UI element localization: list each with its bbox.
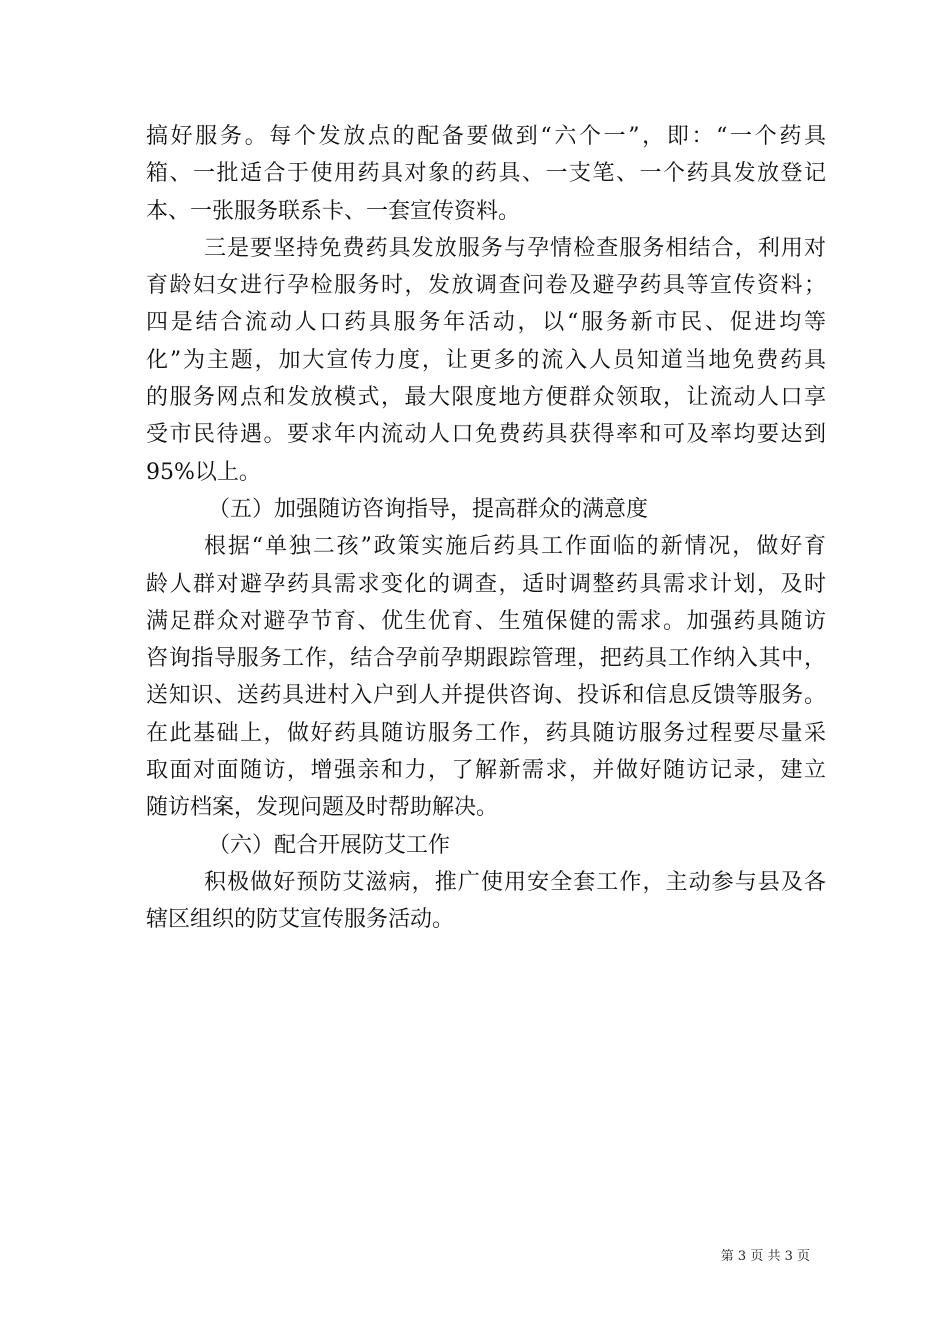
paragraph-line: 送知识、送药具进村入户到人并提供咨询、投诉和信息反馈等服务。 xyxy=(146,683,826,709)
paragraph-line: 积极做好预防艾滋病，推广使用安全套工作，主动参与县及各 xyxy=(204,869,826,895)
paragraph-line: 本、一张服务联系卡、一套宣传资料。 xyxy=(146,198,521,224)
paragraph-line: 四是结合流动人口药具服务年活动，以“服务新市民、促进均等 xyxy=(146,310,826,336)
paragraph-line: 的服务网点和发放模式，最大限度地方便群众领取，让流动人口享 xyxy=(146,385,826,411)
document-body xyxy=(146,118,826,939)
paragraph-line: 满足群众对避孕节育、优生优育、生殖保健的需求。加强药具随访 xyxy=(146,608,826,634)
paragraph-line: 随访档案，发现问题及时帮助解决。 xyxy=(146,795,499,821)
paragraph-line: 取面对面随访，增强亲和力，了解新需求，并做好随访记录，建立 xyxy=(146,758,826,784)
paragraph-line: 箱、一批适合于使用药具对象的药具、一支笔、一个药具发放登记 xyxy=(146,161,826,187)
paragraph-line: 95%以上。 xyxy=(146,459,261,485)
paragraph-line: 化”为主题，加大宣传力度，让更多的流入人员知道当地免费药具 xyxy=(146,347,826,373)
paragraph-line: 受市民待遇。要求年内流动人口免费药具获得率和可及率均要达到 xyxy=(146,422,826,448)
section-heading: （五）加强随访咨询指导，提高群众的满意度 xyxy=(208,496,649,522)
section-heading: （六）配合开展防艾工作 xyxy=(208,832,451,858)
paragraph-line: 龄人群对避孕药具需求变化的调查，适时调整药具需求计划，及时 xyxy=(146,571,826,597)
page-number: 第 3 页 共 3 页 xyxy=(720,1249,810,1264)
paragraph-line: 育龄妇女进行孕检服务时，发放调查问卷及避孕药具等宣传资料； xyxy=(146,273,826,299)
paragraph-line: 在此基础上，做好药具随访服务工作，药具随访服务过程要尽量采 xyxy=(146,720,826,746)
paragraph-line: 咨询指导服务工作，结合孕前孕期跟踪管理，把药具工作纳入其中， xyxy=(146,646,826,672)
paragraph-line: 搞好服务。每个发放点的配备要做到“六个一”，即：“一个药具 xyxy=(146,124,826,149)
paragraph-line: 根据“单独二孩”政策实施后药具工作面临的新情况，做好育 xyxy=(204,534,826,560)
paragraph-line: 辖区组织的防艾宣传服务活动。 xyxy=(146,907,455,933)
paragraph-line: 三是要坚持免费药具发放服务与孕情检查服务相结合，利用对 xyxy=(204,235,826,261)
